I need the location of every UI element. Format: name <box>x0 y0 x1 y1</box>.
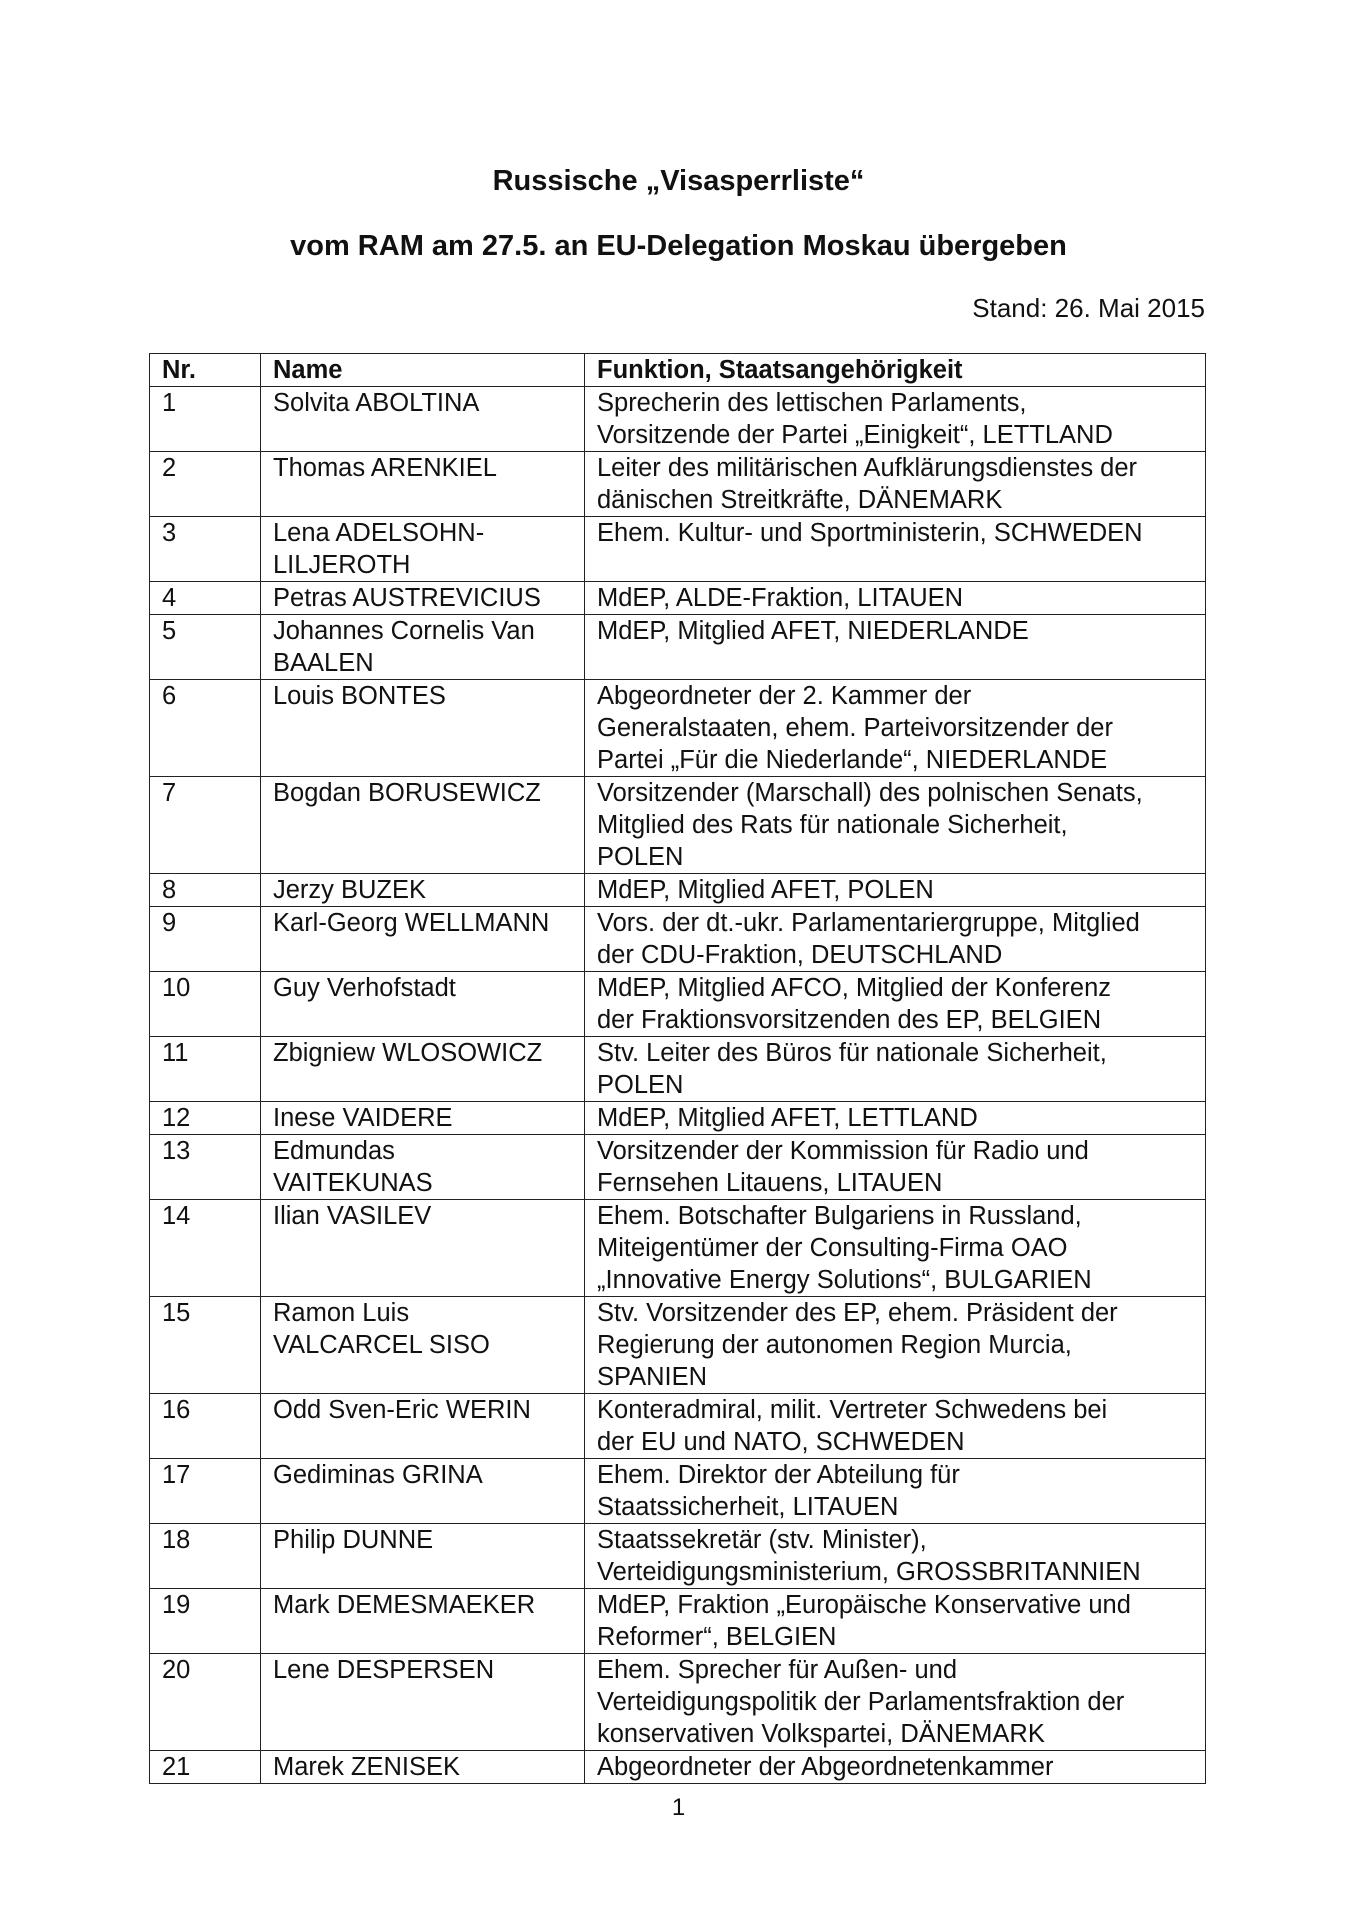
cell-name <box>261 1297 585 1394</box>
table-row <box>150 907 1206 972</box>
table-row <box>150 1394 1206 1459</box>
funktion-line: Ehem. Direktor der Abteilung für <box>597 1461 960 1489</box>
table-row <box>150 387 1206 452</box>
name-line: Lena ADELSOHN- <box>273 519 485 547</box>
table-row <box>150 1459 1206 1524</box>
cell-funktion <box>585 1524 1206 1589</box>
table-row <box>150 1751 1206 1784</box>
table-row <box>150 517 1206 582</box>
cell-nr: 19 <box>150 1589 261 1654</box>
cell-name <box>261 1200 585 1297</box>
table-row <box>150 1654 1206 1751</box>
funktion-line: MdEP, Fraktion „Europäische Konservative und <box>597 1591 1131 1619</box>
cell-name <box>261 1135 585 1200</box>
funktion-line: MdEP, Mitglied AFET, NIEDERLANDE <box>597 617 1029 645</box>
name-line: Louis BONTES <box>273 682 446 710</box>
cell-funktion <box>585 680 1206 777</box>
cell-funktion <box>585 452 1206 517</box>
cell-funktion <box>585 1297 1206 1394</box>
name-line: Karl-Georg WELLMANN <box>273 909 550 937</box>
table-row <box>150 1524 1206 1589</box>
funktion-line: POLEN <box>597 843 684 871</box>
funktion-line: Abgeordneter der Abgeordnetenkammer <box>597 1753 1054 1781</box>
funktion-line: Reformer“, BELGIEN <box>597 1623 837 1651</box>
cell-funktion <box>585 1037 1206 1102</box>
table-row <box>150 582 1206 615</box>
name-line: Solvita ABOLTINA <box>273 389 480 417</box>
funktion-line: MdEP, ALDE-Fraktion, LITAUEN <box>597 584 964 612</box>
cell-nr: 6 <box>150 680 261 777</box>
funktion-line: Ehem. Sprecher für Außen- und <box>597 1656 958 1684</box>
name-line: VALCARCEL SISO <box>273 1331 490 1359</box>
cell-name <box>261 615 585 680</box>
table-header-row <box>150 354 1206 387</box>
cell-name <box>261 387 585 452</box>
cell-funktion <box>585 874 1206 907</box>
funktion-line: MdEP, Mitglied AFCO, Mitglied der Konferenz <box>597 974 1112 1002</box>
funktion-line: Abgeordneter der 2. Kammer der <box>597 682 972 710</box>
table-row <box>150 452 1206 517</box>
funktion-line: der Fraktionsvorsitzenden des EP, BELGIEN <box>597 1006 1102 1034</box>
name-line: Edmundas <box>273 1137 395 1165</box>
cell-funktion <box>585 972 1206 1037</box>
name-line: Ramon Luis <box>273 1299 410 1327</box>
table-row <box>150 1102 1206 1135</box>
funktion-line: Mitglied des Rats für nationale Sicherheit, <box>597 811 1068 839</box>
name-line: Bogdan BORUSEWICZ <box>273 779 541 807</box>
funktion-line: Regierung der autonomen Region Murcia, <box>597 1331 1072 1359</box>
table-row <box>150 1200 1206 1297</box>
funktion-line: Staatssekretär (stv. Minister), <box>597 1526 927 1554</box>
funktion-line: Konteradmiral, milit. Vertreter Schwedens bei <box>597 1396 1108 1424</box>
cell-nr: 14 <box>150 1200 261 1297</box>
cell-nr: 7 <box>150 777 261 874</box>
name-line: Marek ZENISEK <box>273 1753 461 1781</box>
funktion-line: Stv. Vorsitzender des EP, ehem. Präsident der <box>597 1299 1118 1327</box>
table-row <box>150 777 1206 874</box>
name-line: Philip DUNNE <box>273 1526 434 1554</box>
name-line: Johannes Cornelis Van <box>273 617 535 645</box>
funktion-line: Sprecherin des lettischen Parlaments, <box>597 389 1027 417</box>
cell-nr: 13 <box>150 1135 261 1200</box>
funktion-line: Verteidigungspolitik der Parlamentsfraktion der <box>597 1688 1125 1716</box>
cell-name <box>261 972 585 1037</box>
funktion-line: Staatssicherheit, LITAUEN <box>597 1493 899 1521</box>
funktion-line: Vorsitzender der Kommission für Radio und <box>597 1137 1089 1165</box>
cell-name <box>261 777 585 874</box>
cell-nr: 2 <box>150 452 261 517</box>
funktion-line: Vors. der dt.-ukr. Parlamentariergruppe, Mitglied <box>597 909 1140 937</box>
table-row <box>150 972 1206 1037</box>
cell-funktion <box>585 387 1206 452</box>
table-body <box>150 387 1206 1784</box>
name-line: Odd Sven-Eric WERIN <box>273 1396 531 1424</box>
table-row <box>150 1037 1206 1102</box>
cell-name <box>261 1037 585 1102</box>
cell-nr: 17 <box>150 1459 261 1524</box>
funktion-line: Ehem. Botschafter Bulgariens in Russland, <box>597 1202 1082 1230</box>
cell-nr: 12 <box>150 1102 261 1135</box>
funktion-line: Miteigentümer der Consulting-Firma OAO <box>597 1234 1068 1262</box>
page-number: 1 <box>671 1794 686 1821</box>
name-line: Lene DESPERSEN <box>273 1656 495 1684</box>
cell-name <box>261 1459 585 1524</box>
cell-funktion <box>585 907 1206 972</box>
cell-funktion <box>585 1200 1206 1297</box>
cell-nr: 11 <box>150 1037 261 1102</box>
document-title: Russische „Visasperrliste“ <box>492 165 865 197</box>
name-line: Inese VAIDERE <box>273 1104 453 1132</box>
table-row <box>150 1297 1206 1394</box>
cell-name <box>261 1751 585 1784</box>
cell-funktion <box>585 615 1206 680</box>
funktion-line: „Innovative Energy Solutions“, BULGARIEN <box>597 1266 1092 1294</box>
name-line: Mark DEMESMAEKER <box>273 1591 536 1619</box>
cell-nr: 4 <box>150 582 261 615</box>
cell-nr: 21 <box>150 1751 261 1784</box>
cell-nr: 18 <box>150 1524 261 1589</box>
cell-name <box>261 1589 585 1654</box>
cell-funktion <box>585 1102 1206 1135</box>
funktion-line: Ehem. Kultur- und Sportministerin, SCHWEDEN <box>597 519 1143 547</box>
funktion-line: der EU und NATO, SCHWEDEN <box>597 1428 965 1456</box>
cell-nr: 3 <box>150 517 261 582</box>
cell-name <box>261 1524 585 1589</box>
table-row <box>150 1135 1206 1200</box>
name-line: Guy Verhofstadt <box>273 974 456 1002</box>
funktion-line: Vorsitzende der Partei „Einigkeit“, LETTLAND <box>597 421 1113 449</box>
cell-funktion <box>585 1135 1206 1200</box>
funktion-line: Leiter des militärischen Aufklärungsdienstes der <box>597 454 1138 482</box>
funktion-line: Fernsehen Litauens, LITAUEN <box>597 1169 943 1197</box>
document-subtitle: vom RAM am 27.5. an EU-Delegation Moskau übergeben <box>290 230 1067 262</box>
cell-nr: 16 <box>150 1394 261 1459</box>
table-row <box>150 615 1206 680</box>
cell-nr: 15 <box>150 1297 261 1394</box>
cell-funktion <box>585 777 1206 874</box>
cell-nr: 1 <box>150 387 261 452</box>
cell-nr: 8 <box>150 874 261 907</box>
name-line: Zbigniew WLOSOWICZ <box>273 1039 543 1067</box>
cell-name <box>261 1102 585 1135</box>
name-line: VAITEKUNAS <box>273 1169 433 1197</box>
header-name: Name <box>261 354 585 387</box>
cell-funktion <box>585 1394 1206 1459</box>
header-nr: Nr. <box>150 354 261 387</box>
name-line: Jerzy BUZEK <box>273 876 427 904</box>
name-line: Thomas ARENKIEL <box>273 454 497 482</box>
cell-name <box>261 680 585 777</box>
funktion-line: MdEP, Mitglied AFET, LETTLAND <box>597 1104 978 1132</box>
cell-funktion <box>585 1654 1206 1751</box>
cell-name <box>261 874 585 907</box>
name-line: Petras AUSTREVICIUS <box>273 584 541 612</box>
header-funktion: Funktion, Staatsangehörigkeit <box>585 354 1206 387</box>
cell-nr: 5 <box>150 615 261 680</box>
cell-name <box>261 582 585 615</box>
funktion-line: Verteidigungsministerium, GROSSBRITANNIEN <box>597 1558 1141 1586</box>
table-row <box>150 680 1206 777</box>
funktion-line: der CDU-Fraktion, DEUTSCHLAND <box>597 941 1003 969</box>
table-row <box>150 1589 1206 1654</box>
name-line: Ilian VASILEV <box>273 1202 432 1230</box>
funktion-line: MdEP, Mitglied AFET, POLEN <box>597 876 934 904</box>
cell-funktion <box>585 1751 1206 1784</box>
funktion-line: Stv. Leiter des Büros für nationale Sicherheit, <box>597 1039 1107 1067</box>
stand-date: Stand: 26. Mai 2015 <box>972 293 1205 323</box>
cell-name <box>261 1654 585 1751</box>
cell-nr: 20 <box>150 1654 261 1751</box>
name-line: BAALEN <box>273 649 374 677</box>
funktion-line: Partei „Für die Niederlande“, NIEDERLANDE <box>597 746 1108 774</box>
funktion-line: Generalstaaten, ehem. Parteivorsitzender der <box>597 714 1113 742</box>
cell-name <box>261 907 585 972</box>
cell-funktion <box>585 1459 1206 1524</box>
funktion-line: konservativen Volkspartei, DÄNEMARK <box>597 1720 1045 1748</box>
funktion-line: Vorsitzender (Marschall) des polnischen Senats, <box>597 779 1143 807</box>
cell-funktion <box>585 582 1206 615</box>
funktion-line: dänischen Streitkräfte, DÄNEMARK <box>597 486 1003 514</box>
cell-nr: 9 <box>150 907 261 972</box>
name-line: LILJEROTH <box>273 551 411 579</box>
name-line: Gediminas GRINA <box>273 1461 483 1489</box>
funktion-line: SPANIEN <box>597 1363 708 1391</box>
cell-nr: 10 <box>150 972 261 1037</box>
funktion-line: POLEN <box>597 1071 684 1099</box>
cell-name <box>261 452 585 517</box>
cell-funktion <box>585 517 1206 582</box>
cell-name <box>261 1394 585 1459</box>
cell-funktion <box>585 1589 1206 1654</box>
cell-name <box>261 517 585 582</box>
table-row <box>150 874 1206 907</box>
visa-ban-table <box>149 353 1206 1784</box>
